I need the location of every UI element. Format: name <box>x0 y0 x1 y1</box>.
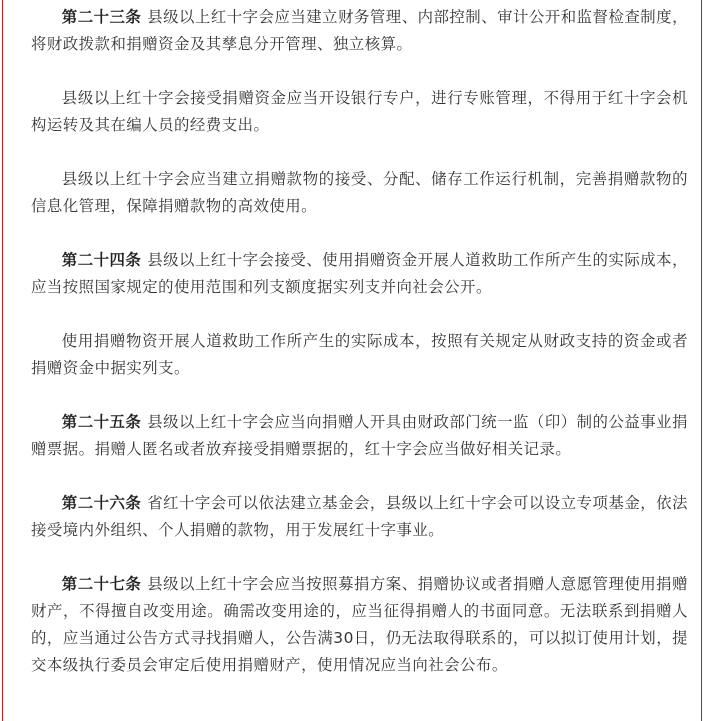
paragraph-article-27 <box>31 571 688 679</box>
article-content <box>31 4 688 706</box>
article-number: 第二十三条 <box>61 8 142 26</box>
article-number: 第二十四条 <box>61 251 142 269</box>
paragraph-article-25 <box>31 409 688 463</box>
paragraph-article-23 <box>31 4 688 58</box>
article-number: 第二十七条 <box>61 575 142 593</box>
article-number: 第二十五条 <box>61 413 142 431</box>
paragraph-text: 县级以上红十字会接受、使用捐赠资金开展人道救助工作所产生的实际成本，应当按照国家规定的使用范围和列支额度据实列支并向社会公开。 <box>31 251 688 296</box>
paragraph-donation-management <box>31 166 688 220</box>
paragraph-text: 县级以上红十字会接受捐赠资金应当开设银行专户，进行专账管理，不得用于红十字会机构运转及其在编人员的经费支出。 <box>31 89 688 134</box>
article-frame <box>2 0 702 721</box>
paragraph-article-24 <box>31 247 688 301</box>
paragraph-text: 县级以上红十字会应当向捐赠人开具由财政部门统一监（印）制的公益事业捐赠票据。捐赠人匿名或者放弃接受捐赠票据的，红十字会应当做好相关记录。 <box>31 413 688 458</box>
paragraph-text: 省红十字会可以依法建立基金会，县级以上红十字会可以设立专项基金，依法接受境内外组织、个人捐赠的款物，用于发展红十字事业。 <box>31 494 688 539</box>
paragraph-text: 县级以上红十字会应当建立捐赠款物的接受、分配、储存工作运行机制，完善捐赠款物的信息化管理，保障捐赠款物的高效使用。 <box>31 170 688 215</box>
paragraph-text: 县级以上红十字会应当按照募捐方案、捐赠协议或者捐赠人意愿管理使用捐赠财产，不得擅自改变用途。确需改变用途的，应当征得捐赠人的书面同意。无法联系到捐赠人的，应当通过公告方式寻找捐赠人，公告满30日，仍无法取得联系的，可以拟订使用计划，提交本级执行委员会审定后使用捐赠财产，使用情况应当向社会公布。 <box>31 575 688 674</box>
article-number: 第二十六条 <box>61 494 142 512</box>
paragraph-bank-account <box>31 85 688 139</box>
paragraph-material-cost <box>31 328 688 382</box>
paragraph-text: 县级以上红十字会应当建立财务管理、内部控制、审计公开和监督检查制度，将财政拨款和捐赠资金及其孳息分开管理、独立核算。 <box>31 8 688 53</box>
paragraph-article-26 <box>31 490 688 544</box>
paragraph-text: 使用捐赠物资开展人道救助工作所产生的实际成本，按照有关规定从财政支持的资金或者捐赠资金中据实列支。 <box>31 332 688 377</box>
